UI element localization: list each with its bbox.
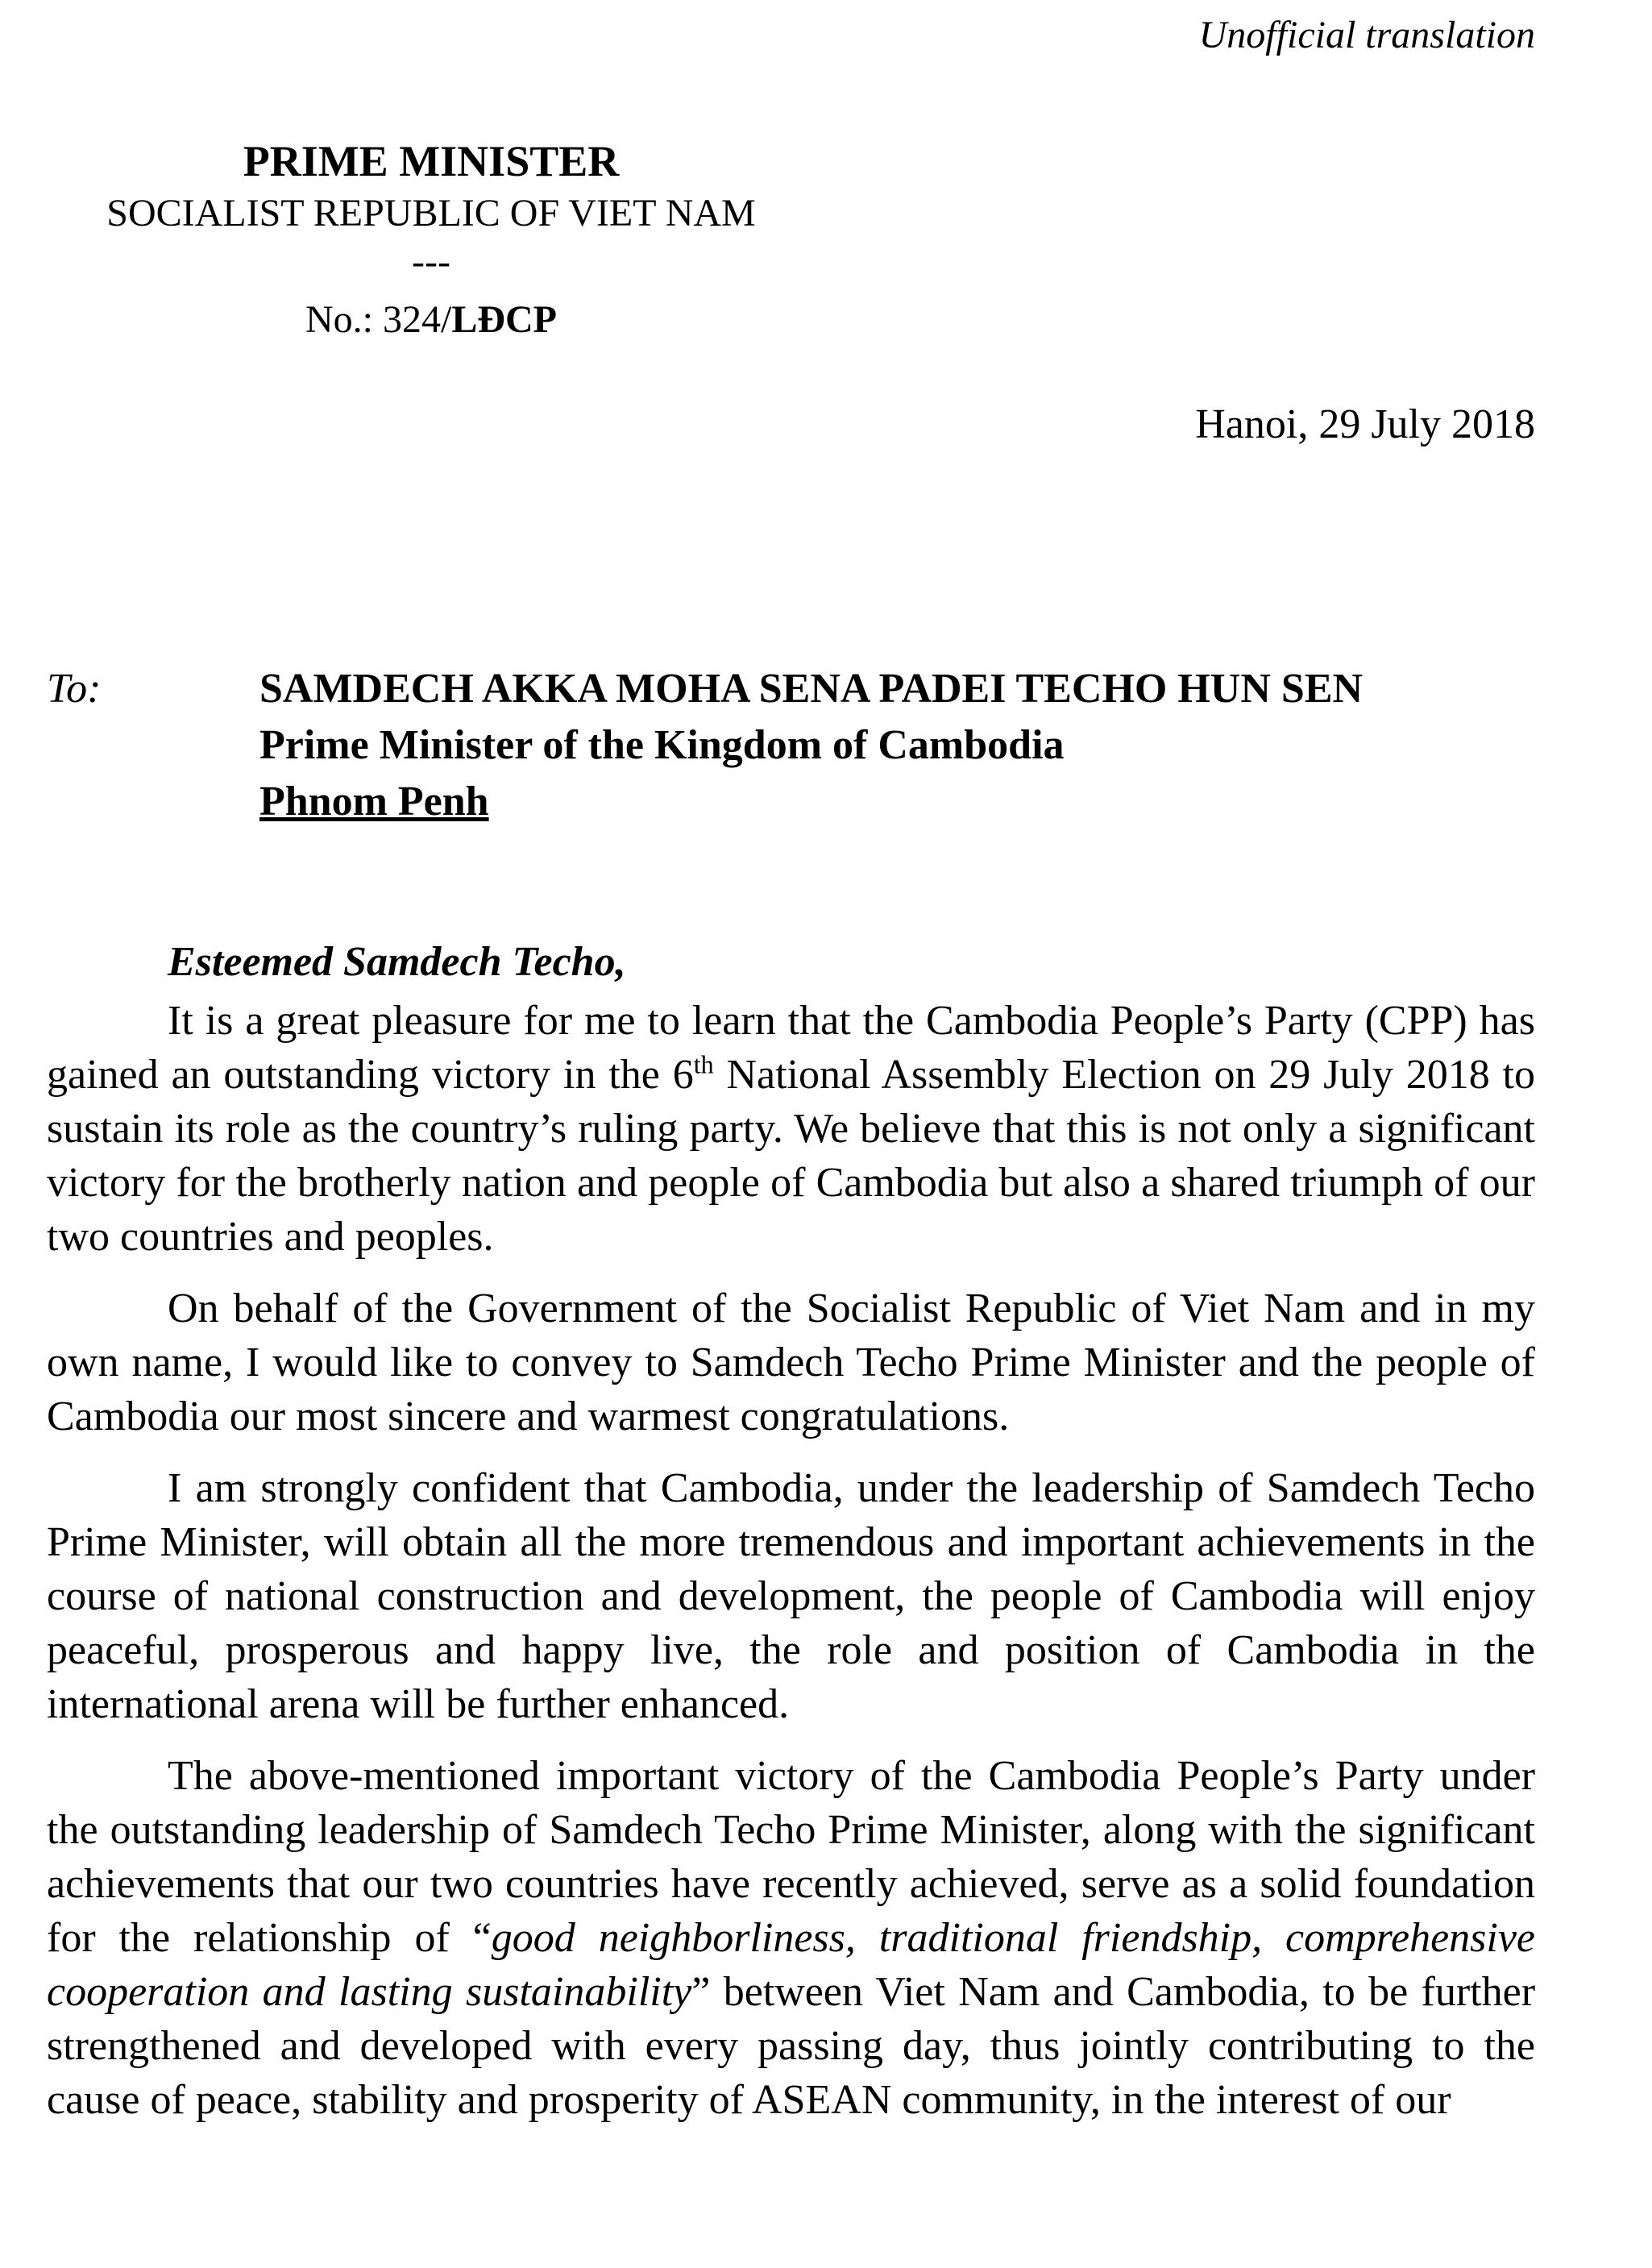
ordinal-suffix: th	[693, 1049, 714, 1079]
place-date: Hanoi, 29 July 2018	[1195, 401, 1535, 447]
paragraph-1-text-b: National Assembly Election on 29 July 2018 to sustain its role as the country’s ruling party. We believe that this is not only a significant victory for the brotherly nation and people of Cambodia but also a shared triumph of our two countries and peoples.	[47, 1052, 1535, 1260]
header-separator: ---	[412, 240, 450, 283]
paragraph-2: On behalf of the Government of the Socialist Republic of Viet Nam and in my own name, I would like to convey to Samdech Techo Prime Minister and the people of Cambodia our most sincere and warmest congratulations.	[47, 1286, 1535, 1439]
sender-title: PRIME MINISTER	[243, 137, 620, 185]
letter-body	[47, 935, 1535, 2145]
paragraph-1-text-a: It is a great pleasure for me to learn that the Cambodia People’s Party (CPP) has gained an outstanding victory in the 6	[47, 998, 1535, 1098]
recipient-city: Phnom Penh	[259, 779, 489, 825]
relationship-quote: good neighborliness, traditional friendship, comprehensive cooperation and lasting sustainability	[47, 1915, 1535, 2015]
unofficial-translation-note: Unofficial translation	[1198, 14, 1535, 56]
document-number-prefix: No.: 324/	[305, 298, 452, 341]
recipient-position: Prime Minister of the Kingdom of Cambodia	[259, 722, 1065, 768]
document-number-code: LĐCP	[451, 298, 557, 341]
paragraph-4	[47, 1749, 1535, 2127]
paragraph-1	[47, 994, 1535, 1264]
salutation: Esteemed Samdech Techo,	[168, 939, 626, 985]
recipient-name: SAMDECH AKKA MOHA SENA PADEI TECHO HUN SEN	[259, 666, 1364, 712]
paragraph-4-text-a: The above-mentioned important victory of the Cambodia People’s Party under the outstanding leadership of Samdech Techo Prime Minister, along with the significant achievements that our two countries have recently achieved, serve as a solid foundation for the relationship of “	[47, 1753, 1535, 1961]
to-label: To:	[47, 666, 102, 712]
recipient-block	[259, 661, 1363, 830]
sender-country: SOCIALIST REPUBLIC OF VIET NAM	[106, 192, 756, 235]
paragraph-3: I am strongly confident that Cambodia, under the leadership of Samdech Techo Prime Minister, will obtain all the more tremendous and important achievements in the course of national construction and development, the people of Cambodia will enjoy peaceful, prosperous and happy live, the role and position of Cambodia in the international arena will be further enhanced.	[47, 1465, 1535, 1727]
paragraph-4-text-b: ” between Viet Nam and Cambodia, to be further strengthened and developed with every passing day, thus jointly contributing to the cause of peace, stability and prosperity of ASEAN community, in the interest of our	[47, 1969, 1536, 2123]
document-number	[81, 286, 782, 354]
letter-header	[81, 133, 782, 354]
